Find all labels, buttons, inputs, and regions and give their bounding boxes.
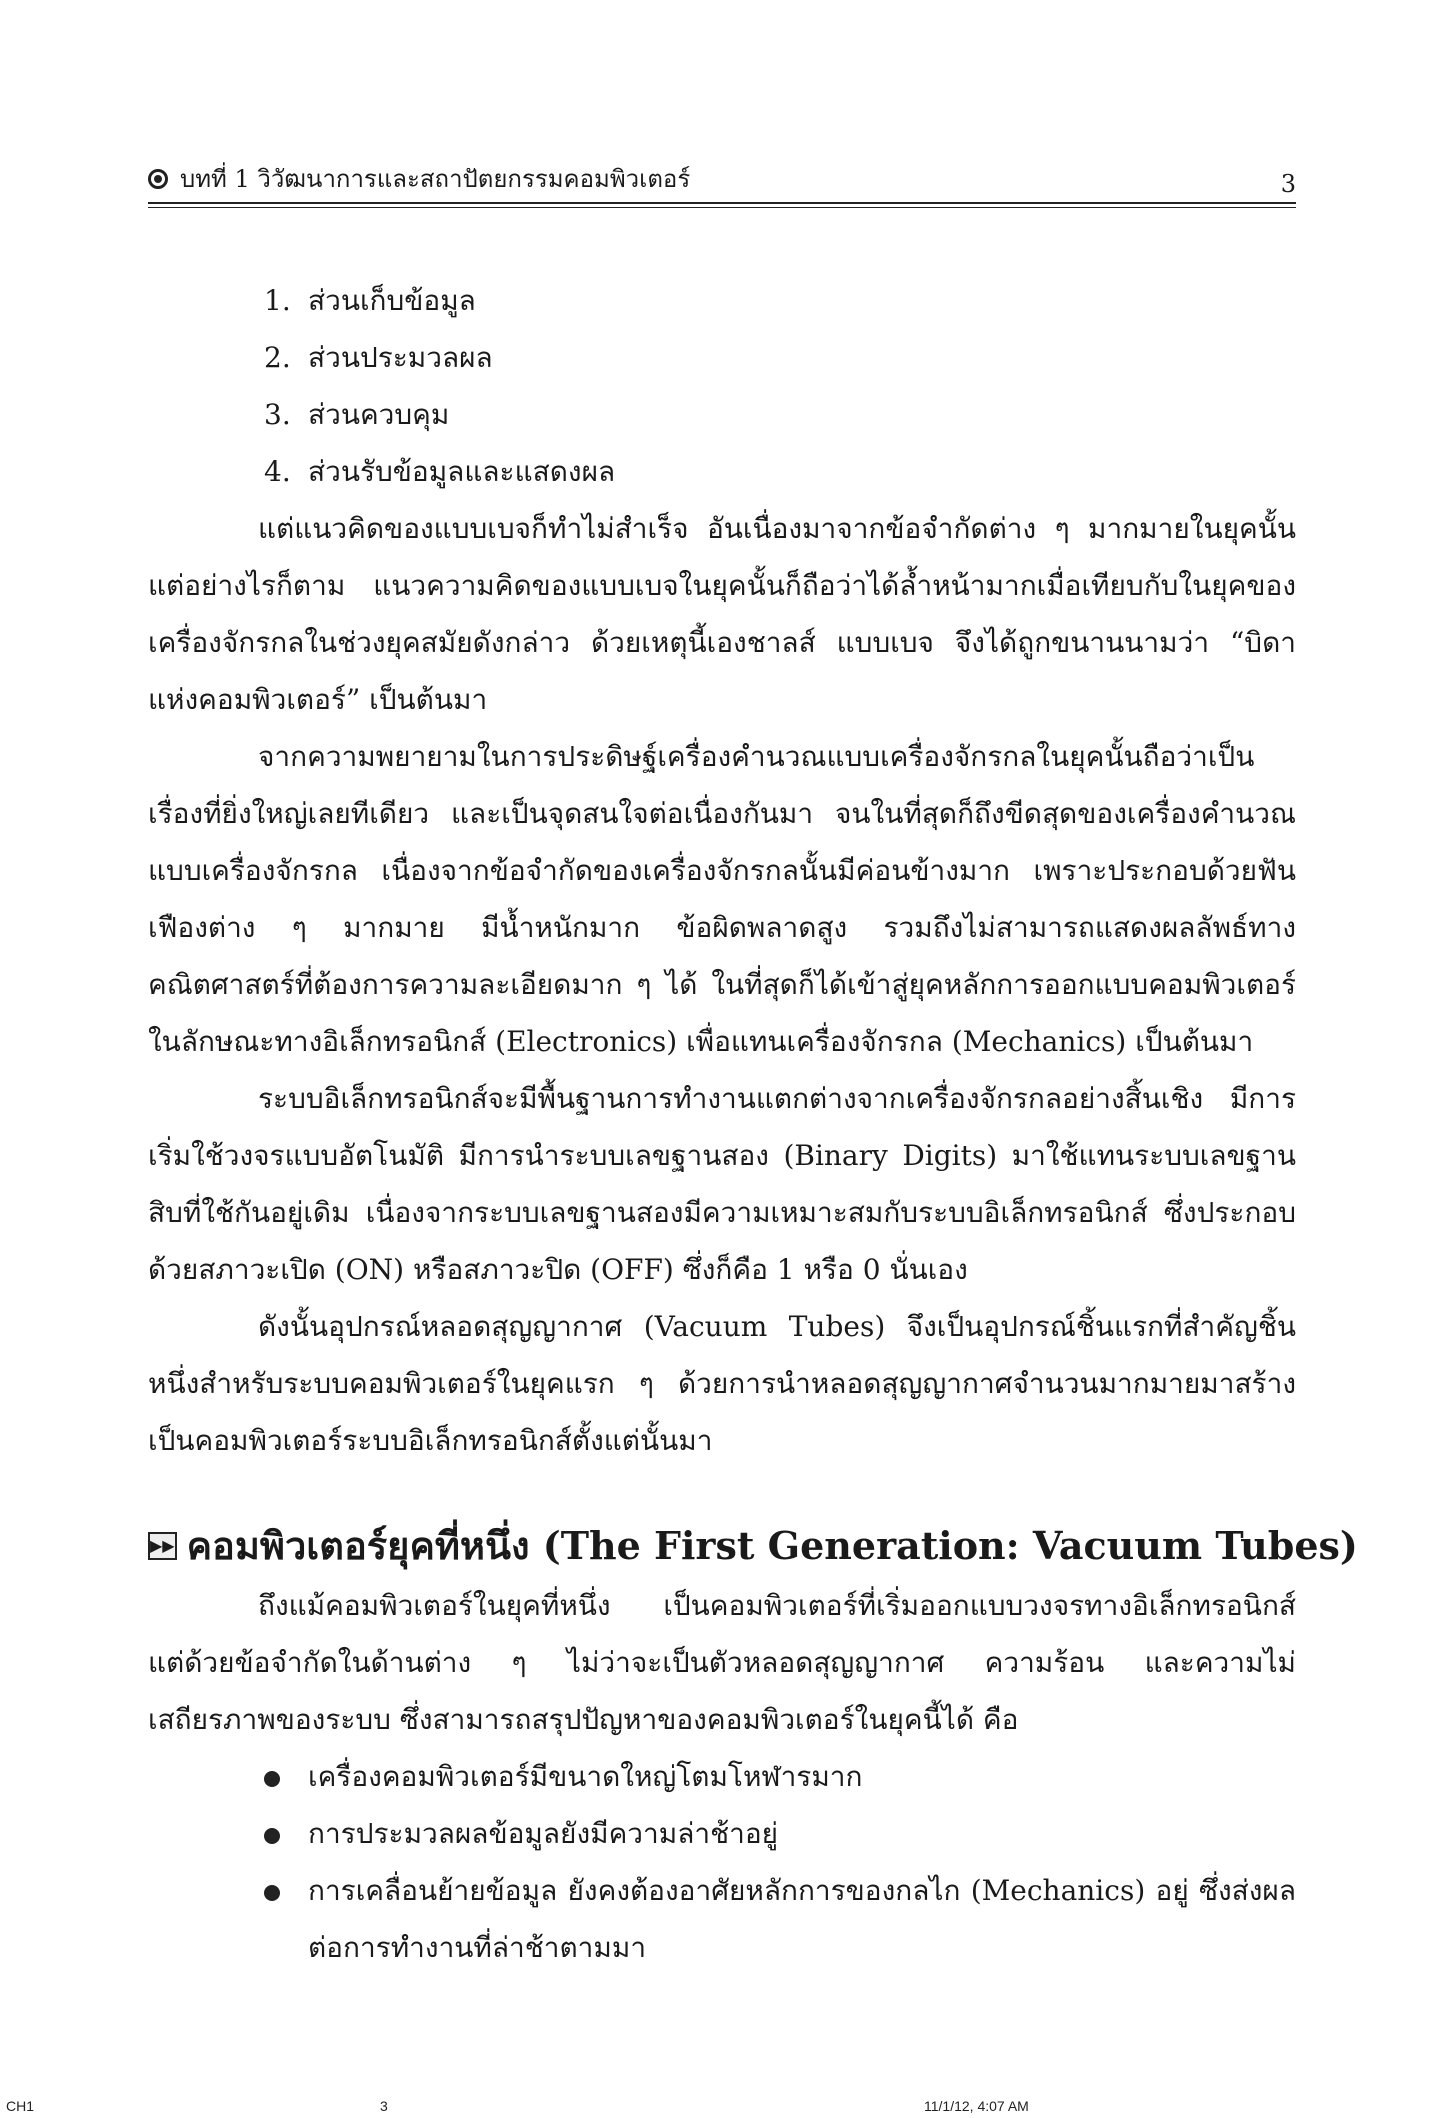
list-item <box>264 272 1296 329</box>
bullet-text: การประมวลผลข้อมูลยังมีความล่าช้าอยู่ <box>308 1817 779 1850</box>
body-content <box>148 272 1358 1976</box>
bullet-item <box>264 1862 1296 1976</box>
bullet-icon <box>264 1805 308 1862</box>
list-text: ส่วนควบคุม <box>308 398 450 431</box>
bullet-list <box>148 1748 1296 1976</box>
list-item <box>264 386 1296 443</box>
section-heading-text: คอมพิวเตอร์ยุคที่หนึ่ง (The First Generation: Vacuum Tubes) <box>186 1523 1358 1568</box>
slug-timestamp: 11/1/12, 4:07 AM <box>924 2098 1029 2114</box>
bullet-item <box>264 1748 1296 1805</box>
flower-icon <box>148 169 168 189</box>
fast-forward-icon: ▶▶ <box>148 1532 177 1560</box>
paragraph: แต่แนวคิดของแบบเบจก็ทำไม่สำเร็จ อันเนื่องมาจากข้อจำกัดต่าง ๆ มากมายในยุคนั้น แต่อย่างไรก็ตาม แนวความคิดของแบบเบจในยุคนั้นก็ถือว่าได้ล้ำหน้ามากเมื่อเทียบกับในยุคของเครื่องจักรกลในช่วงยุคสมัยดังกล่าว ด้วยเหตุนี้เองชาลส์ แบบเบจ จึงได้ถูกขนานนามว่า “บิดาแห่งคอมพิวเตอร์” เป็นต้นมา <box>148 512 1296 716</box>
page-number: 3 <box>1280 170 1296 198</box>
bullet-text: เครื่องคอมพิวเตอร์มีขนาดใหญ่โตมโหฬารมาก <box>308 1760 863 1793</box>
bullet-icon <box>264 1862 308 1976</box>
bullet-icon <box>264 1748 308 1805</box>
section-paragraph: ถึงแม้คอมพิวเตอร์ในยุคที่หนึ่ง เป็นคอมพิวเตอร์ที่เริ่มออกแบบวงจรทางอิเล็กทรอนิกส์ แต่ด้วยข้อจำกัดในด้านต่าง ๆ ไม่ว่าจะเป็นตัวหลอดสุญญากาศ ความร้อน และความไม่เสถียรภาพของระบบ ซึ่งสามารถสรุปปัญหาของคอมพิวเตอร์ในยุคนี้ได้ คือ <box>148 1589 1296 1736</box>
header-left <box>148 159 690 198</box>
list-number: 4. <box>264 455 291 488</box>
bullet-item <box>264 1805 1296 1862</box>
list-number: 3. <box>264 398 291 431</box>
bullet-text: การเคลื่อนย้ายข้อมูล ยังคงต้องอาศัยหลักการของกลไก (Mechanics) อยู่ ซึ่งส่งผลต่อการทำงานที่ล่าช้าตามมา <box>308 1874 1296 1964</box>
numbered-list <box>148 272 1296 500</box>
header-rule <box>148 202 1296 208</box>
paragraph: ระบบอิเล็กทรอนิกส์จะมีพื้นฐานการทำงานแตกต่างจากเครื่องจักรกลอย่างสิ้นเชิง มีการเริ่มใช้วงจรแบบอัตโนมัติ มีการนำระบบเลขฐานสอง (Binary Digits) มาใช้แทนระบบเลขฐานสิบที่ใช้กันอยู่เดิม เนื่องจากระบบเลขฐานสองมีความเหมาะสมกับระบบอิเล็กทรอนิกส์ ซึ่งประกอบด้วยสภาวะเปิด (ON) หรือสภาวะปิด (OFF) ซึ่งก็คือ 1 หรือ 0 นั่นเอง <box>148 1082 1296 1286</box>
paragraph: ดังนั้นอุปกรณ์หลอดสุญญากาศ (Vacuum Tubes) จึงเป็นอุปกรณ์ชิ้นแรกที่สำคัญชิ้นหนึ่งสำหรับระบบคอมพิวเตอร์ในยุคแรก ๆ ด้วยการนำหลอดสุญญากาศจำนวนมากมายมาสร้างเป็นคอมพิวเตอร์ระบบอิเล็กทรอนิกส์ตั้งแต่นั้นมา <box>148 1310 1296 1457</box>
running-header <box>148 158 1296 198</box>
list-text: ส่วนรับข้อมูลและแสดงผล <box>308 455 616 488</box>
list-number: 1. <box>264 284 291 317</box>
paragraph: จากความพยายามในการประดิษฐ์เครื่องคำนวณแบบเครื่องจักรกลในยุคนั้นถือว่าเป็นเรื่องที่ยิ่งใหญ่เลยทีเดียว และเป็นจุดสนใจต่อเนื่องกันมา จนในที่สุดก็ถึงขีดสุดของเครื่องคำนวณแบบเครื่องจักรกล เนื่องจากข้อจำกัดของเครื่องจักรกลนั้นมีค่อนข้างมาก เพราะประกอบด้วยฟันเฟืองต่าง ๆ มากมาย มีน้ำหนักมาก ข้อผิดพลาดสูง รวมถึงไม่สามารถแสดงผลลัพธ์ทางคณิตศาสตร์ที่ต้องการความละเอียดมาก ๆ ได้ ในที่สุดก็ได้เข้าสู่ยุคหลักการออกแบบคอมพิวเตอร์ในลักษณะทางอิเล็กทรอนิกส์ (Electronics) เพื่อแทนเครื่องจักรกล (Mechanics) เป็นต้นมา <box>148 740 1296 1058</box>
list-text: ส่วนเก็บข้อมูล <box>308 284 476 317</box>
list-text: ส่วนประมวลผล <box>308 341 493 374</box>
slug-file: CH1 <box>6 2098 35 2114</box>
list-item <box>264 329 1296 386</box>
chapter-title: บทที่ 1 วิวัฒนาการและสถาปัตยกรรมคอมพิวเตอร์ <box>180 165 691 193</box>
section-heading <box>148 1515 1358 1577</box>
slug-page: 3 <box>380 2098 388 2114</box>
list-number: 2. <box>264 341 291 374</box>
list-item <box>264 443 1296 500</box>
